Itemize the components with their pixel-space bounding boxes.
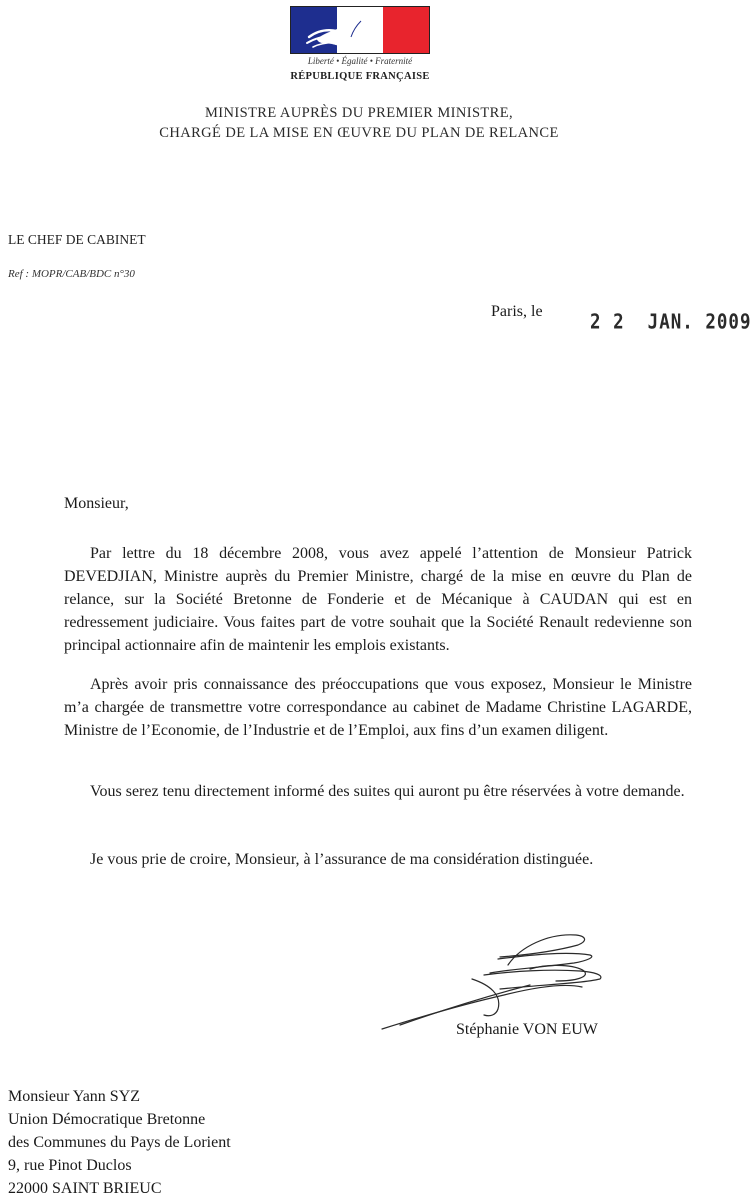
marianne-profile-icon (291, 7, 429, 53)
signer-name: Stéphanie VON EUW (456, 1021, 598, 1038)
paragraph-2-text: Après avoir pris connaissance des préoccupations que vous exposez, Monsieur le Ministre m’a chargée de transmettre votre correspondance au cabinet de Madame Christine LAGARDE, Ministre de l’Economie, de l’Industrie et de l’Emploi, aux fins d’un examen diligent. (64, 676, 692, 739)
paragraph-1-text: Par lettre du 18 décembre 2008, vous avez appelé l’attention de Monsieur Patrick DEVEDJIAN, Ministre auprès du Premier Ministre, chargé de la mise en œuvre du Plan de relance, sur la Société Bretonne de Fonderie et de Mécanique à CAUDAN qui est en redressement judiciaire. Vous faites part de votre souhait que la Société Renault redevienne son principal actionnaire afin de maintenir les emplois existants. (64, 545, 692, 654)
date-stamp: 2 2 JAN. 2009 (590, 311, 752, 334)
sender-title: LE CHEF DE CABINET (8, 232, 146, 247)
reference: Ref : MOPR/CAB/BDC n°30 (8, 268, 135, 280)
paragraph-3 (64, 780, 692, 803)
address-line: des Communes du Pays de Lorient (8, 1134, 231, 1151)
republic-title: RÉPUBLIQUE FRANÇAISE (290, 71, 430, 82)
paragraph-2 (64, 673, 692, 742)
salutation: Monsieur, (64, 495, 129, 512)
ministry-title-line2: CHARGÉ DE LA MISE EN ŒUVRE DU PLAN DE RELANCE (159, 125, 559, 141)
address-line: 22000 SAINT BRIEUC (8, 1180, 162, 1197)
address-line: Monsieur Yann SYZ (8, 1088, 141, 1105)
address-line: 9, rue Pinot Duclos (8, 1157, 132, 1174)
paragraph-1 (64, 542, 692, 657)
recipient-address (8, 1085, 231, 1200)
paragraph-4 (64, 848, 692, 871)
paragraph-3-text: Vous serez tenu directement informé des suites qui auront pu être réservées à votre demande. (90, 783, 685, 800)
date-place: Paris, le (491, 303, 543, 320)
republique-francaise-logo (290, 6, 430, 54)
paragraph-4-text: Je vous prie de croire, Monsieur, à l’assurance de ma considération distinguée. (90, 851, 594, 868)
ministry-title-line1: MINISTRE AUPRÈS DU PREMIER MINISTRE, (204, 105, 514, 121)
address-line: Union Démocratique Bretonne (8, 1111, 206, 1128)
handwritten-signature (380, 925, 620, 1035)
motto: Liberté • Égalité • Fraternité (307, 56, 413, 66)
